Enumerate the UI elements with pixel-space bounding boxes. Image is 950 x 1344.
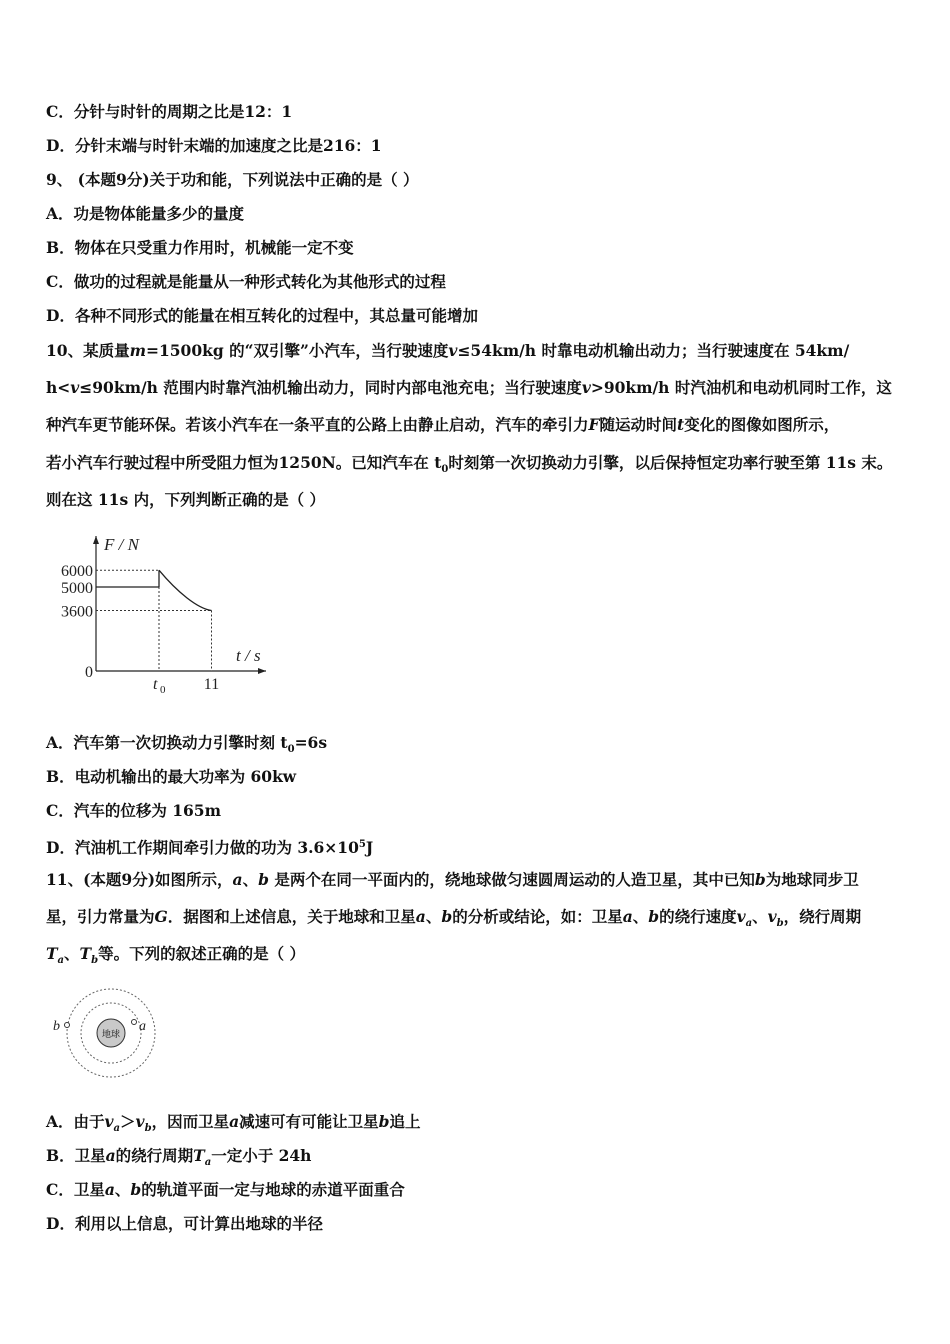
q9-option-b: B．物体在只受重力作用时，机械能一定不变: [46, 238, 354, 257]
earth-label: 地球: [101, 1029, 121, 1039]
q11-stem-line-3: $T_a$、$T_b$等。下列的叙述正确的是（ ）: [46, 944, 305, 967]
orbit-diagram: [48, 985, 168, 1081]
q8-option-d: D．分针末端与时针末端的加速度之比是216：1: [46, 136, 382, 155]
satellite-a-label: a: [139, 1019, 146, 1034]
q9-stem: 9、 (本题9分)关于功和能，下列说法中正确的是（ ）: [46, 170, 419, 189]
y-tick-label-0: 0: [85, 664, 93, 681]
force-time-chart: [44, 528, 284, 698]
q10-stem-line-1: 10、某质量m=1500kg 的“双引擎”小汽车，当行驶速度v≤54km/h 时靠电动机输出动力；当行驶速度在 54km/: [46, 341, 850, 360]
q11-stem-line-1: 11、(本题9分)如图所示，a、b 是两个在同一平面内的，绕地球做匀速圆周运动的人造卫星，其中已知b为地球同步卫: [46, 870, 859, 889]
x-axis-arrow: [258, 668, 266, 674]
q11-option-d: D．利用以上信息，可计算出地球的半径: [46, 1214, 323, 1233]
q11-option-b: B．卫星a的绕行周期$T_a$一定小于 24h: [46, 1146, 312, 1169]
satellite-b-label: b: [53, 1019, 60, 1034]
y-tick-label-3600: 3600: [61, 603, 93, 621]
q9-option-c: C．做功的过程就是能量从一种形式转化为其他形式的过程: [46, 272, 446, 291]
x-tick-label-t0: t: [153, 676, 158, 693]
q10-stem-line-3: 种汽车更节能环保。若该小汽车在一条平直的公路上由静止启动，汽车的牵引力F随运动时间t变化的图像如图所示，: [46, 415, 840, 434]
satellite-a: [132, 1020, 137, 1025]
q10-stem-line-2: h<v≤90km/h 范围内时靠汽油机输出动力，同时内部电池充电；当行驶速度v>90km/h 时汽油机和电动机同时工作，这: [46, 378, 892, 397]
q11-option-c: C．卫星a、b的轨道平面一定与地球的赤道平面重合: [46, 1180, 405, 1199]
x-axis-label: t / s: [236, 646, 261, 665]
q11-option-a: A．由于$v_a>v_b$，因而卫星a减速可有可能让卫星b追上: [46, 1112, 421, 1135]
q10-option-d: D．汽油机工作期间牵引力做的功为 $3.6\times 10^5J$: [46, 838, 374, 858]
q10-stem-line-4: 若小汽车行驶过程中所受阻力恒为1250N。已知汽车在 $t_0$时刻第一次切换动力引擎，以后保持恒定功率行驶至第 11s 末。: [46, 453, 893, 476]
q10-option-c: C．汽车的位移为 165m: [46, 801, 221, 820]
q10-option-a: A．汽车第一次切换动力引擎时刻 $t_0=6s$: [46, 733, 328, 756]
q8-option-c: C．分针与时针的周期之比是12：1: [46, 102, 293, 121]
q9-option-a: A．功是物体能量多少的量度: [46, 204, 245, 223]
y-tick-label-6000: 6000: [61, 563, 93, 581]
q10-option-b: B．电动机输出的最大功率为 60kw: [46, 767, 297, 786]
x-tick-label-t0-subscript: 0: [160, 684, 166, 696]
q10-stem-line-5: 则在这 11s 内，下列判断正确的是（ ）: [46, 490, 325, 509]
q9-option-d: D．各种不同形式的能量在相互转化的过程中，其总量可能增加: [46, 306, 478, 325]
y-axis-arrow: [93, 536, 99, 544]
series-decay-curve: [159, 570, 212, 610]
y-tick-label-5000: 5000: [61, 580, 93, 597]
y-axis-label: F / N: [104, 535, 139, 554]
x-tick-label-11: 11: [203, 676, 220, 693]
q11-stem-line-2: 星，引力常量为G．据图和上述信息，关于地球和卫星a、b的分析或结论，如：卫星a、b的绕行速度$v_a$、$v_b$，绕行周期: [46, 907, 862, 930]
satellite-b: [65, 1023, 70, 1028]
